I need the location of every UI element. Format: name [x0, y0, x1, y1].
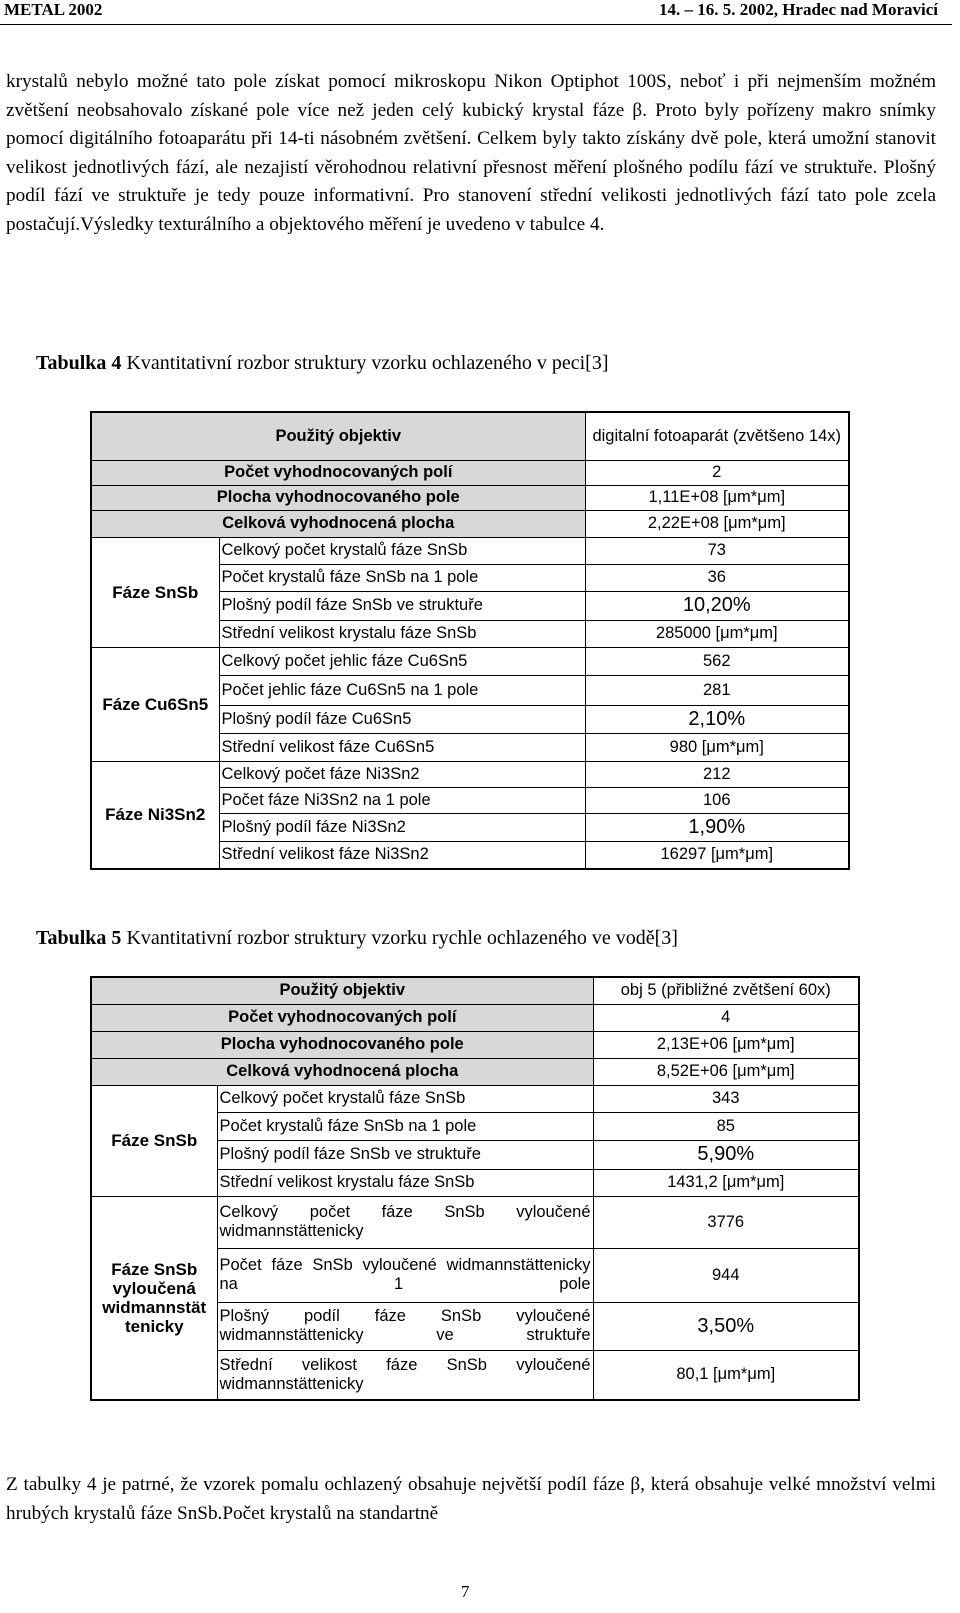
header-value: 8,52E+06 [μm*μm]: [593, 1058, 859, 1085]
row-label: Plošný podíl fáze Cu6Sn5: [219, 705, 585, 733]
header-label: Celková vyhodnocená plocha: [91, 510, 585, 537]
row-value: 80,1 [μm*μm]: [593, 1350, 859, 1400]
header-value: 2,22E+08 [μm*μm]: [585, 510, 849, 537]
table-5-caption-label: Tabulka 5: [36, 927, 122, 949]
conference-date-place: 14. – 16. 5. 2002, Hradec nad Moravicí: [658, 0, 938, 19]
row-label: Plošný podíl fáze Ni3Sn2: [219, 813, 585, 841]
row-value: 562: [585, 647, 849, 675]
row-value: 2,10%: [585, 705, 849, 733]
row-label: Plošný podíl fáze SnSb ve struktuře: [217, 1140, 593, 1169]
row-value: 73: [585, 537, 849, 564]
header-value: obj 5 (přibližné zvětšení 60x): [593, 977, 859, 1004]
row-value: 3776: [593, 1196, 859, 1248]
table-header-row: [91, 1004, 859, 1031]
row-label: Střední velikost fáze SnSb vyloučené widmannstättenicky: [217, 1350, 593, 1400]
page-number: 7: [461, 1582, 470, 1601]
header-label: Použitý objektiv: [91, 412, 585, 460]
table-4-caption-text: Kvantitativní rozbor struktury vzorku ochlazeného v peci[3]: [121, 352, 609, 374]
row-label: Plošný podíl fáze SnSb ve struktuře: [219, 591, 585, 620]
header-label: Použitý objektiv: [91, 977, 593, 1004]
row-value: 16297 [μm*μm]: [585, 841, 849, 869]
header-label: Počet vyhodnocovaných polí: [91, 1004, 593, 1031]
row-label: Počet jehlic fáze Cu6Sn5 na 1 pole: [219, 675, 585, 705]
table-4-caption-label: Tabulka 4: [36, 352, 122, 374]
phase-group-label: Fáze Cu6Sn5: [91, 647, 219, 761]
row-label: Celkový počet fáze SnSb vyloučené widmannstättenicky: [217, 1196, 593, 1248]
header-value: 4: [593, 1004, 859, 1031]
row-value: 944: [593, 1248, 859, 1302]
row-label: Střední velikost krystalu fáze SnSb: [219, 620, 585, 647]
row-value: 106: [585, 787, 849, 813]
table-row: [91, 761, 849, 787]
row-value: 980 [μm*μm]: [585, 733, 849, 761]
paragraph-text: Z tabulky 4 je patrné, že vzorek pomalu ochlazený obsahuje největší podíl fáze β, která obsahuje velké množství velmi hrubých krystalů fáze SnSb.Počet krystalů na standartně: [6, 1474, 936, 1524]
table-row: [91, 1085, 859, 1112]
body-paragraph-2: [6, 1471, 936, 1528]
header-value: digitalní fotoaparát (zvětšeno 14x): [585, 412, 849, 460]
row-value: 285000 [μm*μm]: [585, 620, 849, 647]
paragraph-text: krystalů nebylo možné tato pole získat pomocí mikroskopu Nikon Optiphot 100S, neboť i při nejmenším možném zvětšení neobsahovalo získané pole více než jeden celý kubický krystal fáze β. Proto byly pořízeny makro snímky pomocí digitálního fotoaparátu při 14-ti násobném zvětšení. Celkem byly takto získány dvě pole, která umožní stanovit velikost jednotlivých fází, ale nezajistí věrohodnou relativní přesnost měření plošného podílu fází ve struktuře. Plošný podíl fází ve struktuře je tedy pouze informativní. Pro stanovení střední velikosti jednotlivých fází tato pole zcela postačují.Výsledky texturálního a objektového měření je uvedeno v tabulce 4.: [6, 71, 936, 235]
table-row: [91, 1196, 859, 1248]
row-value: 36: [585, 564, 849, 591]
conference-name: METAL 2002: [4, 0, 103, 19]
table-4: [90, 411, 850, 870]
header-label: Plocha vyhodnocovaného pole: [91, 485, 585, 510]
row-label: Celkový počet fáze Ni3Sn2: [219, 761, 585, 787]
row-label: Střední velikost fáze Ni3Sn2: [219, 841, 585, 869]
table-5-caption: [36, 927, 678, 950]
table-header-row: [91, 510, 849, 537]
row-label: Počet krystalů fáze SnSb na 1 pole: [217, 1112, 593, 1140]
phase-group-label: Fáze Ni3Sn2: [91, 761, 219, 869]
row-value: 212: [585, 761, 849, 787]
header-label: Počet vyhodnocovaných polí: [91, 460, 585, 485]
row-value: 343: [593, 1085, 859, 1112]
row-value: 281: [585, 675, 849, 705]
table-row: [91, 537, 849, 564]
table-row: [91, 647, 849, 675]
table-5: [90, 976, 860, 1401]
table-header-row: [91, 485, 849, 510]
row-label: Počet fáze Ni3Sn2 na 1 pole: [219, 787, 585, 813]
row-label: Celkový počet jehlic fáze Cu6Sn5: [219, 647, 585, 675]
table-header-row: [91, 412, 849, 460]
row-value: 3,50%: [593, 1302, 859, 1350]
phase-group-label: Fáze SnSb: [91, 537, 219, 647]
table-4-caption: [36, 352, 609, 375]
row-value: 5,90%: [593, 1140, 859, 1169]
body-paragraph-1: [6, 68, 936, 239]
table-header-row: [91, 1058, 859, 1085]
table-header-row: [91, 460, 849, 485]
header-value: 1,11E+08 [μm*μm]: [585, 485, 849, 510]
row-value: 10,20%: [585, 591, 849, 620]
header-label: Celková vyhodnocená plocha: [91, 1058, 593, 1085]
row-label: Počet krystalů fáze SnSb na 1 pole: [219, 564, 585, 591]
row-value: 85: [593, 1112, 859, 1140]
phase-group-label: Fáze SnSb vyloučená widmannstät tenicky: [91, 1196, 217, 1400]
phase-group-label: Fáze SnSb: [91, 1085, 217, 1196]
row-label: Celkový počet krystalů fáze SnSb: [219, 537, 585, 564]
page-header: [0, 0, 960, 32]
table-header-row: [91, 977, 859, 1004]
row-label: Plošný podíl fáze SnSb vyloučené widmannstättenicky ve struktuře: [217, 1302, 593, 1350]
row-value: 1,90%: [585, 813, 849, 841]
row-label: Celkový počet krystalů fáze SnSb: [217, 1085, 593, 1112]
header-value: 2: [585, 460, 849, 485]
row-value: 1431,2 [μm*μm]: [593, 1169, 859, 1196]
table-5-caption-text: Kvantitativní rozbor struktury vzorku rychle ochlazeného ve vodě[3]: [121, 927, 678, 949]
row-label: Počet fáze SnSb vyloučené widmannstättenicky na 1 pole: [217, 1248, 593, 1302]
header-value: 2,13E+06 [μm*μm]: [593, 1031, 859, 1058]
header-rule: [0, 24, 952, 25]
header-label: Plocha vyhodnocovaného pole: [91, 1031, 593, 1058]
row-label: Střední velikost fáze Cu6Sn5: [219, 733, 585, 761]
table-header-row: [91, 1031, 859, 1058]
row-label: Střední velikost krystalu fáze SnSb: [217, 1169, 593, 1196]
